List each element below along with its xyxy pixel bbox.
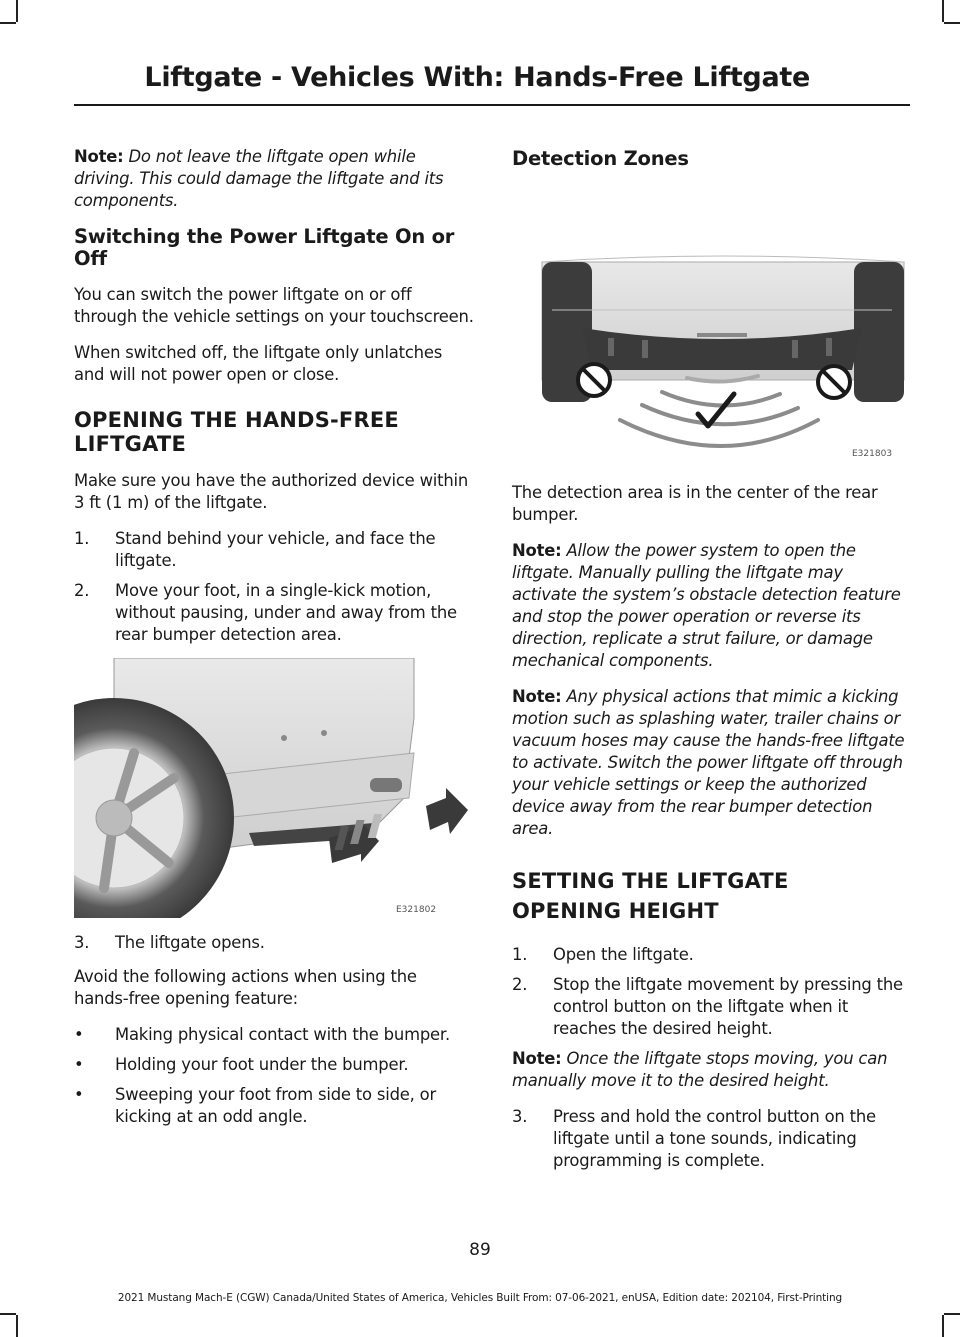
section-heading-detection-zones: Detection Zones bbox=[512, 147, 689, 170]
note-label: Note: bbox=[74, 147, 124, 166]
paragraph: You can switch the power liftgate on or off through the vehicle settings on your touchscreen. bbox=[74, 285, 474, 326]
list-item bbox=[74, 1054, 476, 1076]
crop-mark bbox=[16, 1315, 18, 1337]
step-text: Press and hold the control button on the liftgate until a tone sounds, indicating programming is complete. bbox=[553, 1107, 876, 1170]
step-text: Open the liftgate. bbox=[553, 945, 694, 964]
header-divider bbox=[74, 104, 910, 106]
list-item bbox=[512, 1106, 910, 1172]
figure-kick-motion bbox=[74, 658, 474, 918]
step-text: Move your foot, in a single-kick motion, without pausing, under and away from the rear bumper detection area. bbox=[115, 581, 457, 644]
footer-edition-info: 2021 Mustang Mach-E (CGW) Canada/United States of America, Vehicles Built From: 07-06-2021, enUSA, Edition date: 202104, First-Printing bbox=[117, 1292, 843, 1304]
bullet-text: Making physical contact with the bumper. bbox=[115, 1025, 450, 1044]
steps-list bbox=[74, 932, 476, 954]
bullet-mark: • bbox=[74, 1085, 84, 1104]
check-icon bbox=[698, 394, 734, 426]
section-heading-opening: OPENING THE HANDS-FREE LIFTGATE bbox=[74, 408, 399, 456]
note-text: Allow the power system to open the liftgate. Manually pulling the liftgate may activate the system’s obstacle detection feature and stop the power operation or reverse its direction, replicate a strut failure, or damage mechanical components. bbox=[512, 541, 901, 670]
steps-list bbox=[512, 944, 910, 1040]
no-zone-icon bbox=[818, 366, 850, 398]
step-text: Stop the liftgate movement by pressing the control button on the liftgate when it reaches the desired height. bbox=[553, 975, 903, 1038]
step-number: 2. bbox=[512, 975, 528, 994]
page-number: 89 bbox=[469, 1240, 491, 1260]
note-label: Note: bbox=[512, 1049, 562, 1068]
step-number: 3. bbox=[512, 1107, 528, 1126]
step-number: 1. bbox=[512, 945, 528, 964]
heading-line: OPENING HEIGHT bbox=[512, 899, 719, 923]
note-mimic-kick bbox=[512, 686, 910, 840]
crop-mark bbox=[0, 22, 16, 24]
bullet-text: Holding your foot under the bumper. bbox=[115, 1055, 409, 1074]
list-item bbox=[74, 528, 476, 572]
note-label: Note: bbox=[512, 687, 562, 706]
left-column bbox=[74, 146, 476, 1136]
bullet-text: Sweeping your foot from side to side, or kicking at an odd angle. bbox=[115, 1085, 437, 1126]
figure-id: E321802 bbox=[396, 905, 437, 915]
section-heading-height bbox=[512, 866, 910, 926]
step-number: 2. bbox=[74, 581, 90, 600]
steps-list bbox=[512, 1106, 910, 1172]
note-manual-height bbox=[512, 1048, 910, 1092]
list-item bbox=[74, 932, 476, 954]
bullet-mark: • bbox=[74, 1025, 84, 1044]
list-item bbox=[512, 974, 910, 1040]
step-number: 1. bbox=[74, 529, 90, 548]
figure-detection-zones bbox=[512, 210, 912, 460]
bullet-list bbox=[74, 1024, 476, 1128]
crop-mark bbox=[942, 1315, 944, 1337]
bullet-mark: • bbox=[74, 1055, 84, 1074]
page-header-title: Liftgate - Vehicles With: Hands-Free Liftgate bbox=[144, 62, 810, 93]
note-label: Note: bbox=[512, 541, 562, 560]
crop-mark bbox=[944, 22, 960, 24]
steps-list bbox=[74, 528, 476, 646]
detection-zones-illustration bbox=[512, 210, 912, 460]
paragraph: Avoid the following actions when using the hands-free opening feature: bbox=[74, 967, 417, 1008]
section-heading-switching: Switching the Power Liftgate On or Off bbox=[74, 225, 455, 270]
note-text: Do not leave the liftgate open while driving. This could damage the liftgate and its components. bbox=[74, 147, 444, 210]
list-item bbox=[74, 1084, 476, 1128]
note-manual-pull bbox=[512, 540, 910, 672]
list-item bbox=[512, 944, 910, 966]
list-item bbox=[74, 580, 476, 646]
paragraph: When switched off, the liftgate only unlatches and will not power open or close. bbox=[74, 343, 443, 384]
note-liftgate-open bbox=[74, 146, 476, 212]
no-zone-icon bbox=[578, 364, 610, 396]
step-text: The liftgate opens. bbox=[115, 933, 265, 952]
crop-mark bbox=[944, 1313, 960, 1315]
crop-mark bbox=[942, 0, 944, 22]
crop-mark bbox=[16, 0, 18, 22]
note-text: Once the liftgate stops moving, you can manually move it to the desired height. bbox=[512, 1049, 888, 1090]
figure-id: E321803 bbox=[852, 449, 893, 459]
step-text: Stand behind your vehicle, and face the liftgate. bbox=[115, 529, 436, 570]
paragraph: Make sure you have the authorized device within 3 ft (1 m) of the liftgate. bbox=[74, 471, 469, 512]
bumper-kick-illustration bbox=[74, 658, 474, 918]
note-text: Any physical actions that mimic a kicking motion such as splashing water, trailer chains or vacuum hoses may cause the hands-free liftgate to activate. Switch the power liftgate off through your vehicle settings or keep the authorized device away from the rear bumper detection area. bbox=[512, 687, 905, 838]
list-item bbox=[74, 1024, 476, 1046]
step-number: 3. bbox=[74, 933, 90, 952]
paragraph: The detection area is in the center of the rear bumper. bbox=[512, 483, 878, 524]
heading-line: SETTING THE LIFTGATE bbox=[512, 869, 789, 893]
right-column bbox=[512, 146, 910, 1180]
crop-mark bbox=[0, 1313, 16, 1315]
